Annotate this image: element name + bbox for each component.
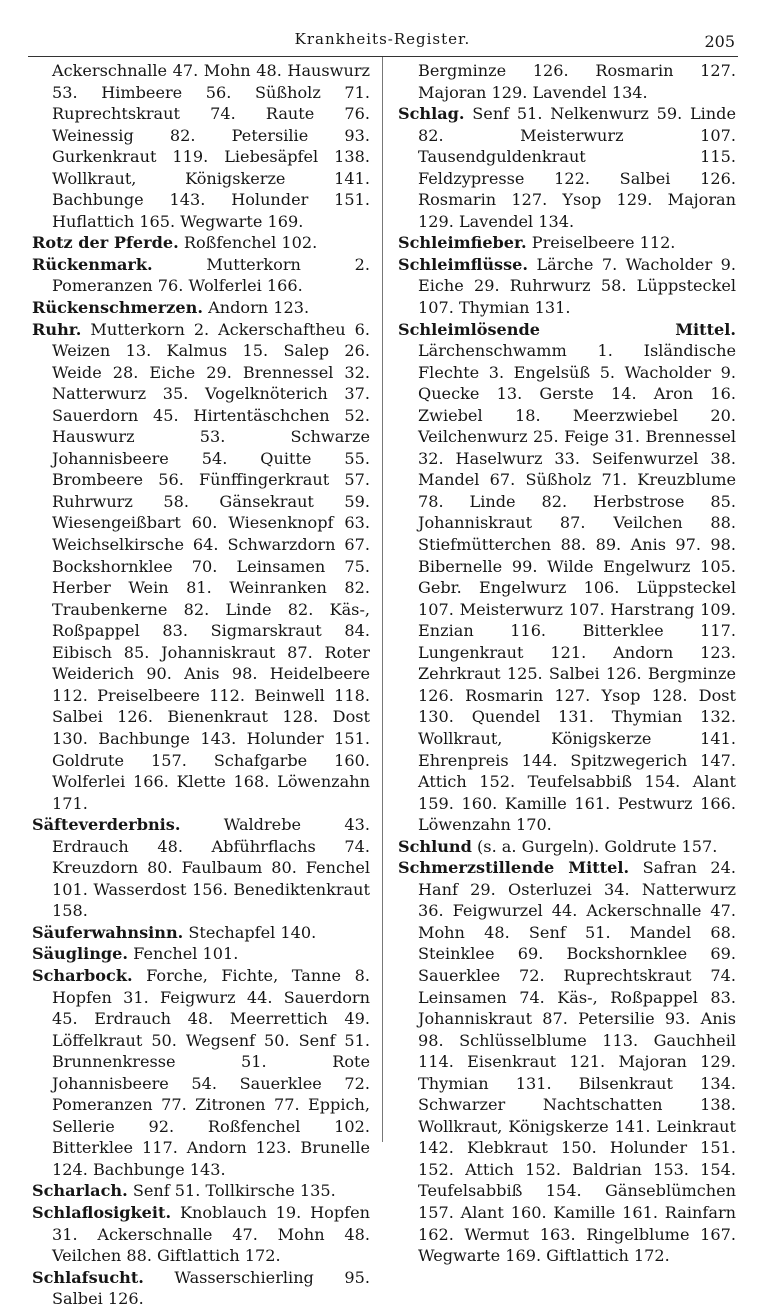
entry-term: Ruhr.	[32, 319, 82, 339]
entry-text: Waldrebe 43. Erdrauch 48. Abführflachs 74. Kreuzdorn 80. Faulbaum 80. Fenchel 101. Wasserdost 156. Benediktenkraut 158.	[52, 815, 370, 921]
register-entry	[32, 814, 370, 922]
column-divider	[382, 57, 383, 1142]
register-entry	[32, 943, 370, 965]
register-entry	[32, 232, 370, 254]
entry-term: Scharbock.	[32, 965, 133, 985]
entry-term: Säfteverderbnis.	[32, 815, 181, 835]
entry-term: Rückenmark.	[32, 254, 153, 274]
register-entry	[32, 254, 370, 297]
running-title: Krankheits-Register.	[294, 30, 471, 48]
entry-text: Ackerschnalle 47. Mohn 48. Hauswurz 53. Himbeere 56. Süßholz 71. Ruprechtskraut 74. Raute 76. Weinessig 82. Petersilie 93. Gurkenkraut 119. Liebesäpfel 138. Wollkraut, Königskerze 141. Bachbunge 143. Holunder 151. Huflattich 165. Wegwarte 169.	[52, 61, 370, 231]
register-entry	[32, 922, 370, 944]
register-entry	[398, 254, 736, 319]
entry-term: Säuglinge.	[32, 944, 129, 964]
register-entry	[32, 965, 370, 1180]
register-entry	[398, 857, 736, 1266]
entry-term: Schleimlösende Mittel.	[398, 319, 736, 339]
right-column	[398, 60, 736, 1267]
entry-text: Senf 51. Tollkirsche 135.	[132, 1181, 336, 1201]
entry-term: Säuferwahnsinn.	[32, 922, 184, 942]
entry-text: (s. a. Gurgeln). Goldrute 157.	[477, 836, 718, 856]
entry-text: Bergminze 126. Rosmarin 127. Majoran 129. Lavendel 134.	[418, 61, 736, 102]
register-entry	[398, 319, 736, 836]
entry-term: Schleimfieber.	[398, 233, 527, 253]
entry-text: Mutterkorn 2. Pomeranzen 76. Wolferlei 166.	[52, 254, 370, 296]
entry-text: Knoblauch 19. Hopfen 31. Ackerschnalle 47. Mohn 48. Veilchen 88. Giftlattich 172.	[52, 1202, 370, 1266]
entry-text: Roßfenchel 102.	[183, 233, 318, 253]
left-column	[32, 60, 370, 1310]
entry-text: Andorn 123.	[208, 298, 310, 318]
entry-text: Lärchenschwamm 1. Isländische Flechte 3. Engelsüß 5. Wacholder 9. Quecke 13. Gerste 14. Aron 16. Zwiebel 18. Meerzwiebel 20. Veilchenwurz 25. Feige 31. Brennessel 32. Haselwurz 33. Seifenwurzel 38. Mandel 67. Süßholz 71. Kreuzblume 78. Linde 82. Herbstrose 85. Johanniskraut 87. Veilchen 88. Stiefmütterchen 88. 89. Anis 97. 98. Bibernelle 99. Wilde Engelwurz 105. Gebr. Engelwurz 106. Lüppsteckel 107. Meisterwurz 107. Harstrang 109. Enzian 116. Bitterklee 117. Lungenkraut 121. Andorn 123. Zehrkraut 125. Salbei 126. Bergminze 126. Rosmarin 127. Ysop 128. Dost 130. Quendel 131. Thymian 132. Wollkraut, Königskerze 141. Ehrenpreis 144. Spitzwegerich 147. Attich 152. Teufelsabbiß 154. Alant 159. 160. Kamille 161. Pestwurz 166. Löwenzahn 170.	[418, 341, 736, 835]
register-entry	[398, 103, 736, 232]
register-entry	[32, 60, 370, 232]
register-entry	[32, 297, 370, 319]
entry-term: Schleimflüsse.	[398, 254, 528, 274]
page-number: 205	[704, 32, 735, 51]
entry-term: Schlafsucht.	[32, 1267, 144, 1287]
entry-term: Schlaflosigkeit.	[32, 1202, 172, 1222]
entry-text: Senf 51. Nelkenwurz 59. Linde 82. Meisterwurz 107. Tausendguldenkraut 115. Feldzypresse 122. Salbei 126. Rosmarin 127. Ysop 129. Majoran 129. Lavendel 134.	[418, 104, 736, 231]
entry-term: Schmerzstillende Mittel.	[398, 858, 630, 878]
entry-text: Safran 24. Hanf 29. Osterluzei 34. Natterwurz 36. Feigwurzel 44. Ackerschnalle 47. Mohn 48. Senf 51. Mandel 68. Steinklee 69. Bockshornklee 69. Sauerklee 72. Ruprechtskraut 74. Leinsamen 74. Käs-, Roßpappel 83. Johanniskraut 87. Petersilie 93. Anis 98. Schlüsselblume 113. Gauchheil 114. Eisenkraut 121. Majoran 129. Thymian 131. Bilsenkraut 134. Schwarzer Nachtschatten 138. Wollkraut, Königskerze 141. Leinkraut 142. Klebkraut 150. Holunder 151. 152. Attich 152. Baldrian 153. 154. Teufelsabbiß 154. Gänseblümchen 157. Alant 160. Kamille 161. Rainfarn 162. Wermut 163. Ringelblume 167. Wegwarte 169. Giftlattich 172.	[418, 858, 736, 1266]
entry-text: Forche, Fichte, Tanne 8. Hopfen 31. Feigwurz 44. Sauerdorn 45. Erdrauch 48. Meerrettich 49. Löffelkraut 50. Wegsenf 50. Senf 51. Brunnenkresse 51. Rote Johannisbeere 54. Sauerklee 72. Pomeranzen 77. Zitronen 77. Eppich, Sellerie 92. Roßfenchel 102. Bitterklee 117. Andorn 123. Brunelle 124. Bachbunge 143.	[52, 965, 370, 1179]
register-entry	[398, 232, 736, 254]
entry-text: Fenchel 101.	[133, 944, 239, 964]
register-entry	[32, 1267, 370, 1310]
page-header	[0, 28, 765, 54]
register-entry	[398, 836, 736, 858]
entry-term: Schlag.	[398, 104, 465, 124]
entry-text: Lärche 7. Wacholder 9. Eiche 29. Ruhrwurz 58. Lüppsteckel 107. Thymian 131.	[418, 254, 736, 318]
entry-term: Rotz der Pferde.	[32, 233, 179, 253]
register-entry	[32, 1202, 370, 1267]
register-entry	[32, 319, 370, 815]
entry-text: Mutterkorn 2. Ackerschaftheu 6. Weizen 13. Kalmus 15. Salep 26. Weide 28. Eiche 29. Brennessel 32. Natterwurz 35. Vogelknöterich 37. Sauerdorn 45. Hirtentäschchen 52. Hauswurz 53. Schwarze Johannisbeere 54. Quitte 55. Brombeere 56. Fünffingerkraut 57. Ruhrwurz 58. Gänsekraut 59. Wiesengeißbart 60. Wiesenknopf 63. Weichselkirsche 64. Schwarzdorn 67. Bockshornklee 70. Leinsamen 75. Herber Wein 81. Weinranken 82. Traubenkerne 82. Linde 82. Käs-, Roßpappel 83. Sigmarskraut 84. Eibisch 85. Johanniskraut 87. Roter Weiderich 90. Anis 98. Heidelbeere 112. Preiselbeere 112. Beinwell 118. Salbei 126. Bienenkraut 128. Dost 130. Bachbunge 143. Holunder 151. Goldrute 157. Schafgarbe 160. Wolferlei 166. Klette 168. Löwenzahn 171.	[52, 319, 370, 813]
entry-term: Rückenschmerzen.	[32, 298, 203, 318]
entry-text: Wasserschierling 95. Salbei 126.	[52, 1267, 370, 1309]
entry-text: Stechapfel 140.	[188, 922, 317, 942]
entry-term: Scharlach.	[32, 1181, 128, 1201]
register-entry	[32, 1180, 370, 1202]
entry-term: Schlund	[398, 836, 472, 856]
entry-text: Preiselbeere 112.	[531, 233, 676, 253]
register-entry	[398, 60, 736, 103]
header-rule	[28, 56, 738, 57]
